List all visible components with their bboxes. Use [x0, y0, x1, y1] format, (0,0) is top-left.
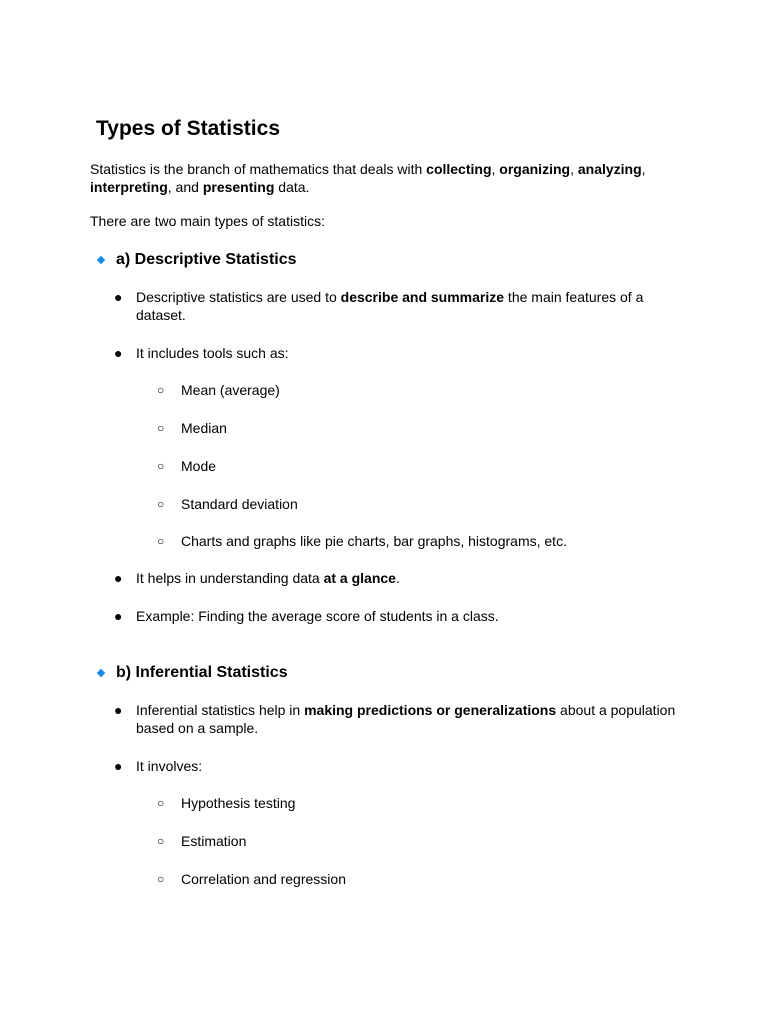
sub-list-item-text: Standard deviation — [181, 496, 298, 512]
list-item — [114, 607, 676, 625]
list-item-text: the main features of a dataset. — [136, 289, 644, 323]
list-item-bold: making predictions or generalizations — [304, 702, 557, 718]
lead-paragraph: There are two main types of statistics: — [90, 213, 325, 229]
list-item-text: Descriptive statistics are used to — [136, 289, 341, 305]
section-heading-descriptive — [96, 249, 297, 271]
diamond-bullet-icon — [97, 669, 105, 677]
intro-bold-presenting: presenting — [202, 179, 275, 195]
bullet-dot-icon: ● — [114, 758, 123, 774]
list-item — [114, 569, 676, 587]
sub-list-item-text: Charts and graphs like pie charts, bar graphs, histograms, etc. — [181, 533, 567, 549]
intro-text: , — [570, 161, 578, 177]
sub-list-item — [157, 532, 681, 550]
intro-bold-collecting: collecting — [426, 161, 492, 177]
bullet-circle-icon: ○ — [157, 497, 165, 511]
sub-list-item — [157, 495, 681, 513]
diamond-bullet-icon — [97, 256, 105, 264]
intro-text: , and — [167, 179, 203, 195]
intro-text: , — [641, 161, 646, 177]
list-item — [114, 757, 676, 775]
list-item-text: It involves: — [136, 758, 203, 774]
sub-list-item — [157, 419, 681, 437]
bullet-dot-icon: ● — [114, 289, 123, 305]
sub-list-item-text: Estimation — [181, 833, 247, 849]
bullet-circle-icon: ○ — [157, 459, 165, 473]
sub-list-item-text: Hypothesis testing — [181, 795, 296, 811]
intro-text: , — [491, 161, 500, 177]
sub-list-item-text: Median — [181, 420, 227, 436]
list-item-text: about a population based on a sample. — [136, 702, 676, 736]
section-heading-text: a) Descriptive Statistics — [116, 251, 297, 268]
intro-bold-interpreting: interpreting — [90, 179, 168, 195]
list-item-bold: describe and summarize — [340, 289, 505, 305]
list-item-text: . — [395, 570, 400, 586]
bullet-circle-icon: ○ — [157, 421, 165, 435]
sub-list-item — [157, 794, 681, 812]
list-item-text: Example: Finding the average score of students in a class. — [136, 608, 499, 624]
sub-list-item-text: Mode — [181, 458, 217, 474]
bullet-dot-icon: ● — [114, 608, 123, 624]
list-item-bold: at a glance — [323, 570, 396, 586]
sub-list-item-text: Mean (average) — [181, 382, 280, 398]
bullet-circle-icon: ○ — [157, 383, 165, 397]
intro-bold-organizing: organizing — [499, 161, 571, 177]
list-item — [114, 288, 676, 324]
sub-list-item — [157, 870, 681, 888]
bullet-dot-icon: ● — [114, 702, 123, 718]
list-item-text: Inferential statistics help in — [136, 702, 305, 718]
bullet-circle-icon: ○ — [157, 872, 165, 886]
section-heading-text: b) Inferential Statistics — [116, 664, 288, 681]
list-item — [114, 701, 676, 737]
bullet-dot-icon: ● — [114, 570, 123, 586]
bullet-circle-icon: ○ — [157, 834, 165, 848]
sub-list-item-text: Correlation and regression — [181, 871, 346, 887]
list-item — [114, 344, 676, 362]
page-title: Types of Statistics — [96, 117, 280, 140]
sub-list-item — [157, 457, 681, 475]
intro-bold-analyzing: analyzing — [577, 161, 642, 177]
bullet-dot-icon: ● — [114, 345, 123, 361]
sub-list-item — [157, 832, 681, 850]
intro-paragraph — [90, 160, 670, 196]
bullet-circle-icon: ○ — [157, 796, 165, 810]
intro-text: Statistics is the branch of mathematics that deals with — [90, 161, 427, 177]
list-item-text: It includes tools such as: — [136, 345, 289, 361]
list-item-text: It helps in understanding data — [136, 570, 324, 586]
intro-text: data. — [274, 179, 310, 195]
section-heading-inferential — [96, 662, 288, 684]
bullet-circle-icon: ○ — [157, 534, 165, 548]
sub-list-item — [157, 381, 681, 399]
